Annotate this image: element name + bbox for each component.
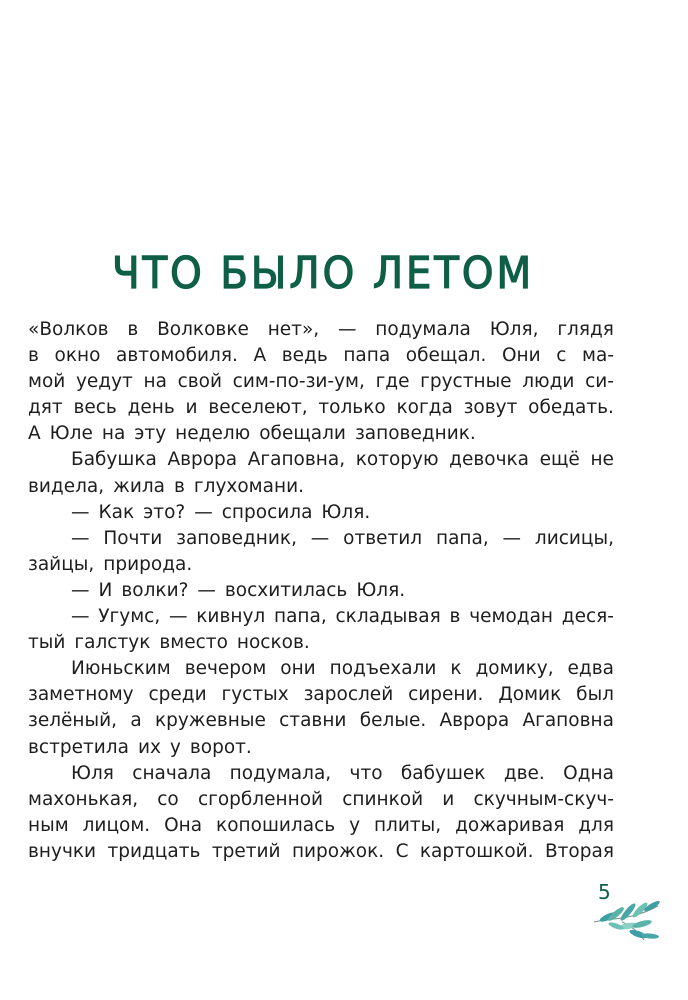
word: вместо <box>159 632 228 654</box>
word: махонькая, <box>28 788 139 810</box>
word: что <box>349 762 383 784</box>
word: и <box>185 397 198 419</box>
word: Одна <box>563 762 614 784</box>
word: папа, <box>435 527 489 549</box>
text-line <box>28 343 614 369</box>
text-line <box>28 630 614 656</box>
word: Вторая <box>544 840 614 862</box>
word: а <box>130 710 142 732</box>
word: — <box>71 606 90 628</box>
word: ответил <box>343 527 423 549</box>
word: Юля. <box>356 579 406 601</box>
word: заповедник, <box>176 527 297 549</box>
word: жила <box>113 475 166 497</box>
word: к <box>450 658 462 680</box>
word: носков. <box>236 632 310 654</box>
word: едва <box>567 658 614 680</box>
word: заповедник. <box>354 423 476 445</box>
word: Июньским <box>71 658 171 680</box>
word: их <box>137 736 161 758</box>
word: А <box>28 423 41 445</box>
word: глухомани. <box>193 475 304 497</box>
word: зайцы, <box>28 553 95 575</box>
text-line <box>28 526 614 552</box>
leaf-branch-icon <box>592 900 664 944</box>
word: спинкой <box>342 788 424 810</box>
word: где <box>375 371 410 393</box>
word: это? <box>143 501 186 523</box>
word: кивнул <box>196 606 266 628</box>
word: люди <box>522 371 575 393</box>
word: Юля, <box>489 319 539 340</box>
text-line <box>28 578 614 604</box>
word: со <box>157 788 179 810</box>
word: папа, <box>273 606 327 628</box>
word: ным <box>28 814 69 836</box>
word: видела, <box>28 475 105 497</box>
word: ведь <box>281 345 328 367</box>
word: внучки <box>28 840 97 862</box>
word: у <box>349 814 361 836</box>
word: лицом. <box>82 814 151 836</box>
word: сначала <box>132 762 212 784</box>
word: когда <box>396 397 453 419</box>
word: дожаривая <box>455 814 565 836</box>
word: ещё <box>539 449 580 471</box>
word: грустные <box>420 371 512 393</box>
word: вечером <box>184 658 267 680</box>
word: зарослей <box>303 684 394 706</box>
word: галстук <box>74 632 151 654</box>
word: в <box>174 475 185 497</box>
word: спросила <box>221 501 313 523</box>
word: ма- <box>582 345 614 367</box>
word: «Волков <box>28 319 109 340</box>
text-line <box>28 813 614 839</box>
text-line <box>28 317 614 343</box>
word: Она <box>164 814 203 836</box>
text-line <box>28 761 614 787</box>
word: свой <box>177 371 222 393</box>
text-line <box>28 474 614 500</box>
text-line <box>28 656 614 682</box>
word: для <box>578 814 614 836</box>
word: — <box>310 527 330 549</box>
word: эту <box>134 423 167 445</box>
word: тый <box>28 632 66 654</box>
word: девочка <box>449 449 530 471</box>
word: сирени. <box>408 684 484 706</box>
word: — <box>197 579 216 601</box>
word: заметному <box>28 684 134 706</box>
word: они <box>280 658 316 680</box>
word: Аврора <box>167 449 238 471</box>
word: складывая <box>335 606 441 628</box>
word: подумала, <box>229 762 332 784</box>
word: ставни <box>279 710 347 732</box>
word: уедут <box>75 371 133 393</box>
word: окно <box>54 345 101 367</box>
text-line <box>28 421 614 447</box>
word: — <box>71 527 90 549</box>
word: зелёный, <box>28 710 118 732</box>
word: плиты, <box>373 814 442 836</box>
text-line <box>28 682 614 708</box>
word: в <box>28 345 39 367</box>
word: лисицы, <box>534 527 614 549</box>
word: тридцать <box>107 840 201 862</box>
word: зовут <box>463 397 518 419</box>
word: обещали <box>259 423 346 445</box>
word: у <box>169 736 181 758</box>
word: две. <box>503 762 545 784</box>
word: — <box>71 501 90 523</box>
word: — <box>502 527 522 549</box>
word: дят <box>28 397 63 419</box>
word: подъехали <box>329 658 437 680</box>
word: Юле <box>49 423 93 445</box>
word: сгорбленной <box>197 788 324 810</box>
word: Домик <box>498 684 562 706</box>
text-line <box>28 447 614 473</box>
word: природа. <box>103 553 193 575</box>
text-line <box>28 604 614 630</box>
text-line <box>28 552 614 578</box>
word: был <box>576 684 614 706</box>
word: автомобиля. <box>116 345 238 367</box>
word: глядя <box>557 319 614 340</box>
word: обещал. <box>405 345 487 367</box>
chapter-body <box>28 317 614 865</box>
word: и <box>442 788 455 810</box>
word: деся- <box>561 606 614 628</box>
text-line <box>28 395 614 421</box>
word: Юля <box>71 762 114 784</box>
word: Юля. <box>321 501 371 523</box>
word: домику, <box>475 658 554 680</box>
word: с <box>556 345 567 367</box>
word: Почти <box>103 527 163 549</box>
word: папа <box>343 345 391 367</box>
word: Волковке <box>157 319 249 340</box>
word: в <box>449 606 461 628</box>
word: Бабушка <box>71 449 157 471</box>
word: на <box>101 423 126 445</box>
word: картошкой. <box>419 840 534 862</box>
word: неделю <box>175 423 251 445</box>
word: день <box>127 397 175 419</box>
word: обедать. <box>528 397 614 419</box>
word: Агаповна, <box>247 449 346 471</box>
text-line <box>28 735 614 761</box>
word: — <box>168 606 188 628</box>
word: Они <box>501 345 541 367</box>
text-line <box>28 708 614 734</box>
word: — <box>71 579 90 601</box>
chapter-title: ЧТО БЫЛО ЛЕТОМ <box>112 248 535 299</box>
word: нет», <box>267 319 320 340</box>
word: встретила <box>28 736 129 758</box>
word: бабушек <box>400 762 486 784</box>
text-line <box>28 369 614 395</box>
word: сим-по-зи-ум, <box>232 371 365 393</box>
word: копошилась <box>216 814 336 836</box>
word: густых <box>221 684 289 706</box>
word: в <box>127 319 139 340</box>
word: веселеют, <box>208 397 308 419</box>
word: С <box>395 840 409 862</box>
page-number: 5 <box>598 880 611 904</box>
word: А <box>253 345 267 367</box>
word: Аврора <box>439 710 510 732</box>
word: подумала <box>375 319 471 340</box>
word: — <box>337 319 357 340</box>
word: си- <box>585 371 614 393</box>
word: среди <box>148 684 207 706</box>
word: мой <box>28 371 66 393</box>
word: восхитилась <box>224 579 348 601</box>
word: чемодан <box>469 606 554 628</box>
word: кружевные <box>154 710 266 732</box>
word: Как <box>98 501 135 523</box>
word: И <box>98 579 113 601</box>
word: скучным-скуч- <box>473 788 614 810</box>
text-line <box>28 787 614 813</box>
word: только <box>318 397 386 419</box>
word: пирожок. <box>291 840 385 862</box>
word: которую <box>355 449 439 471</box>
word: белые. <box>359 710 427 732</box>
word: третий <box>211 840 281 862</box>
word: — <box>194 501 213 523</box>
word: не <box>590 449 614 471</box>
word: Агаповна <box>522 710 614 732</box>
word: ворот. <box>189 736 252 758</box>
word: на <box>143 371 167 393</box>
word: Угумс, <box>98 606 161 628</box>
word: весь <box>73 397 117 419</box>
text-line <box>28 839 614 865</box>
text-line <box>28 500 614 526</box>
word: волки? <box>121 579 189 601</box>
